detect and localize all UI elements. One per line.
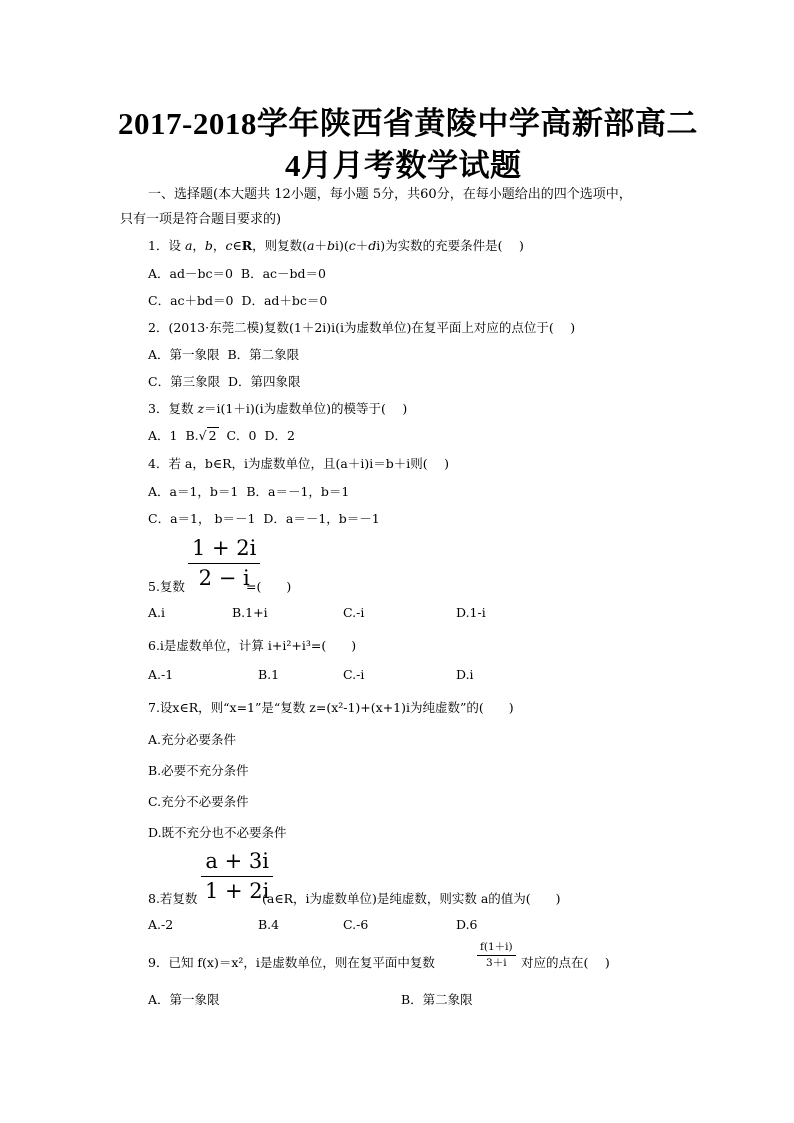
option-c: C．0 xyxy=(226,428,257,443)
option-b: B.4 xyxy=(258,917,280,932)
fraction-denominator: 2 − i xyxy=(198,566,250,590)
option-d: D.既不充分也不必要条件 xyxy=(148,825,287,840)
option-d: D.i xyxy=(456,667,474,682)
question-4-options-ab xyxy=(148,482,349,500)
option-b: B.√ 2 xyxy=(185,428,217,443)
question-8-prefix: 8.若复数 xyxy=(148,891,198,906)
option-c: C．ac＋bd＝0 xyxy=(148,293,234,308)
option-b: B.1+i xyxy=(232,605,268,620)
question-1-options-ab xyxy=(148,264,326,282)
option-d: D．第四象限 xyxy=(228,374,301,389)
section-heading-cont: 只有一项是符合题目要求的) xyxy=(120,212,282,227)
question-4-options-cd xyxy=(148,509,380,527)
option-d: D．2 xyxy=(264,428,295,443)
option-c: C.-i xyxy=(343,605,365,620)
option-a: A．第一象限 xyxy=(148,347,220,362)
question-2-options-ab xyxy=(148,345,299,363)
fraction-denominator: 1 + 2i xyxy=(205,879,270,903)
question-5-suffix: =( ) xyxy=(246,579,292,594)
question-7-stem: 7.设x∈R，则“x=1”是“复数 z=(x²-1)+(x+1)i为纯虚数”的( ) xyxy=(148,700,514,715)
fraction-numerator: a + 3i xyxy=(201,849,273,877)
section-heading: 一、选择题(本大题共 12小题，每小题 5分，共60分，在每小题给出的四个选项中， xyxy=(148,187,632,202)
fraction-numerator: f(1＋i) xyxy=(477,941,516,956)
option-c: C.充分不必要条件 xyxy=(148,794,249,809)
option-d: D.1-i xyxy=(456,605,486,620)
option-a: A．1 xyxy=(148,428,178,443)
sqrt-symbol: √ 2 xyxy=(198,428,217,443)
question-6-stem: 6.i是虚数单位，计算 i+i²+i³=( ) xyxy=(148,638,357,653)
option-c: C.-i xyxy=(343,667,365,682)
fraction-numerator: 1 + 2i xyxy=(188,536,260,564)
option-b: B．第二象限 xyxy=(227,347,300,362)
page-title-line2: 4月月考数学试题 xyxy=(285,148,522,183)
option-a: A.-1 xyxy=(148,667,174,682)
option-b: B．第二象限 xyxy=(401,992,473,1007)
question-3-options xyxy=(148,426,295,444)
option-b: B．ac－bd＝0 xyxy=(240,266,326,281)
question-5-prefix: 5.复数 xyxy=(148,579,185,594)
question-8-suffix: (a∈R，i为虚数单位)是纯虚数，则实数 a的值为( ) xyxy=(262,891,561,906)
question-2-options-cd xyxy=(148,372,301,390)
question-3-stem: 3．复数 z＝i(1＋i)(i为虚数单位)的模等于( ) xyxy=(148,401,408,416)
question-4-stem: 4．若 a，b∈R，i为虚数单位，且(a＋i)i＝b＋i则( ) xyxy=(148,456,449,471)
option-d: D．a＝－1，b＝－1 xyxy=(263,511,380,526)
option-c: C.-6 xyxy=(343,917,369,932)
question-1-options-cd xyxy=(148,291,327,309)
question-2-stem: 2．(2013·东莞二模)复数(1＋2i)i(i为虚数单位)在复平面上对应的点位于( ) xyxy=(148,320,576,335)
page-title-line1: 2017-2018学年陕西省黄陵中学高新部高二 xyxy=(118,106,698,141)
question-9-prefix: 9．已知 f(x)＝x²，i是虚数单位，则在复平面中复数 xyxy=(148,955,435,970)
option-d: D．ad＋bc＝0 xyxy=(241,293,328,308)
option-a: A.充分必要条件 xyxy=(148,732,237,747)
option-b: B．a＝－1，b＝1 xyxy=(246,484,350,499)
option-a: A．第一象限 xyxy=(148,992,220,1007)
fraction-denominator: 3＋i xyxy=(486,957,507,969)
question-1-stem: 1．设 a，b，c∈R，则复数(a＋bi)(c＋di)为实数的充要条件是( ) xyxy=(148,238,524,253)
option-b: B.必要不充分条件 xyxy=(148,763,249,778)
option-a: A.i xyxy=(148,605,165,620)
question-9-fraction xyxy=(477,941,516,970)
option-a: A.-2 xyxy=(148,917,174,932)
option-b: B.1 xyxy=(258,667,280,682)
option-a: A．ad－bc＝0 xyxy=(148,266,233,281)
question-9-suffix: 对应的点在( ) xyxy=(521,955,610,970)
option-d: D.6 xyxy=(456,917,478,932)
option-c: C．第三象限 xyxy=(148,374,221,389)
option-a: A．a＝1，b＝1 xyxy=(148,484,239,499)
option-c: C．a＝1， b＝－1 xyxy=(148,511,256,526)
